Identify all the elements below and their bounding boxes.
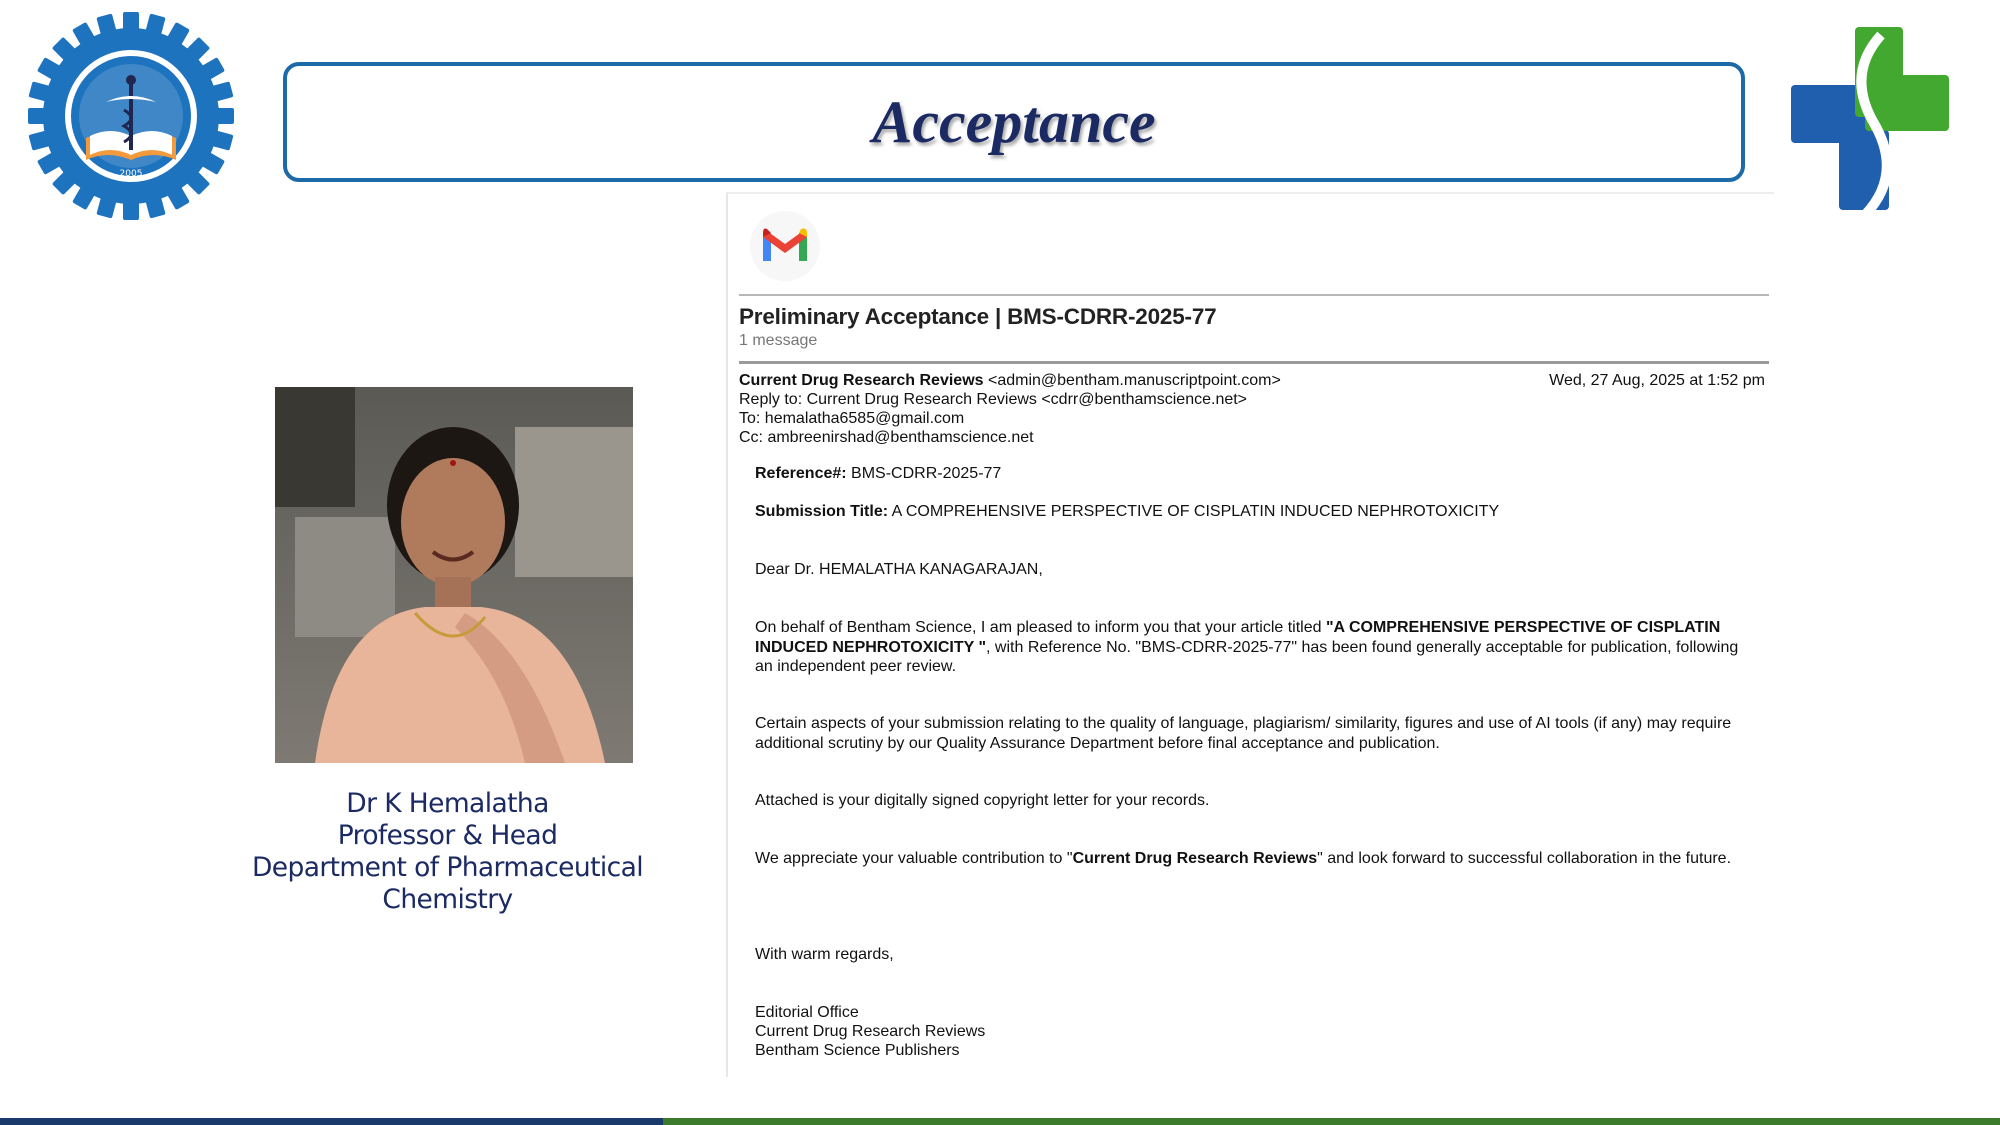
paragraph-3: Attached is your digitally signed copyright letter for your records.	[755, 792, 1210, 809]
person-department: Department of Pharmaceutical	[251, 852, 644, 883]
email-to: To: hemalatha6585@gmail.com	[739, 410, 965, 427]
email-panel	[726, 192, 1774, 1077]
footer-bar-blue	[0, 1118, 663, 1125]
paragraph-4-text: We appreciate your valuable contribution to "	[755, 850, 1073, 867]
person-caption	[230, 788, 665, 916]
closing: With warm regards,	[755, 946, 894, 963]
logo-year: 2005	[119, 169, 143, 179]
submission-title-value: A COMPREHENSIVE PERSPECTIVE OF CISPLATIN INDUCED NEPHROTOXICITY	[888, 503, 1500, 520]
message-count: 1 message	[739, 332, 818, 349]
divider	[739, 361, 1769, 364]
paragraph-1-text: On behalf of Bentham Science, I am pleased to inform you that your article titled	[755, 619, 1326, 636]
reference-label: Reference#:	[755, 465, 847, 482]
journal-name: Current Drug Research Reviews	[1072, 850, 1318, 867]
signature-line-2: Current Drug Research Reviews	[755, 1023, 986, 1040]
submission-title-label: Submission Title:	[755, 503, 889, 520]
paragraph-2: Certain aspects of your submission relating to the quality of language, plagiarism/ similarity, figures and use of AI tools (if any) may require additional scrutiny by our Quality Assurance Department before final acceptance and publication.	[755, 715, 1732, 752]
medical-cross-logo	[1785, 15, 1955, 220]
divider	[739, 294, 1769, 296]
reference-line	[755, 464, 1755, 484]
email-reply-to: Reply to: Current Drug Research Reviews <cdrr@benthamscience.net>	[739, 391, 1248, 408]
paragraph-4-text-cont: " and look forward to successful collaboration in the future.	[1317, 850, 1732, 867]
person-role: Professor & Head	[337, 820, 558, 851]
submission-title-line	[755, 502, 1755, 522]
institution-logo	[28, 10, 234, 222]
email-date: Wed, 27 Aug, 2025 at 1:52 pm	[1549, 372, 1765, 389]
email-cc: Cc: ambreenirshad@benthamscience.net	[739, 429, 1034, 446]
paragraph-1	[755, 618, 1755, 677]
salutation: Dear Dr. HEMALATHA KANAGARAJAN,	[755, 561, 1043, 578]
signature-line-3: Bentham Science Publishers	[755, 1042, 960, 1059]
sender-name: Current Drug Research Reviews	[739, 372, 984, 389]
gmail-icon	[747, 211, 823, 281]
footer-bar-green	[663, 1118, 2000, 1125]
slide-title: Acceptance	[872, 88, 1156, 155]
paragraph-4	[755, 849, 1755, 869]
title-box	[283, 62, 1745, 182]
signature-line-1: Editorial Office	[755, 1004, 859, 1021]
paragraph-1-text-cont: , with Reference No. "BMS-CDRR-2025-77" has been found generally acceptable for publication, following an independent peer review.	[755, 638, 1739, 675]
email-from	[739, 372, 1281, 390]
sender-address: <admin@bentham.manuscriptpoint.com>	[987, 372, 1281, 389]
article-title: "A COMPREHENSIVE PERSPECTIVE OF CISPLATIN INDUCED NEPHROTOXICITY "	[755, 619, 1721, 656]
email-subject: Preliminary Acceptance | BMS-CDRR-2025-77	[739, 304, 1217, 329]
person-name: Dr K Hemalatha	[346, 788, 549, 819]
profile-photo	[275, 387, 633, 763]
person-department-cont: Chemistry	[382, 884, 513, 915]
reference-value: BMS-CDRR-2025-77	[846, 465, 1002, 482]
